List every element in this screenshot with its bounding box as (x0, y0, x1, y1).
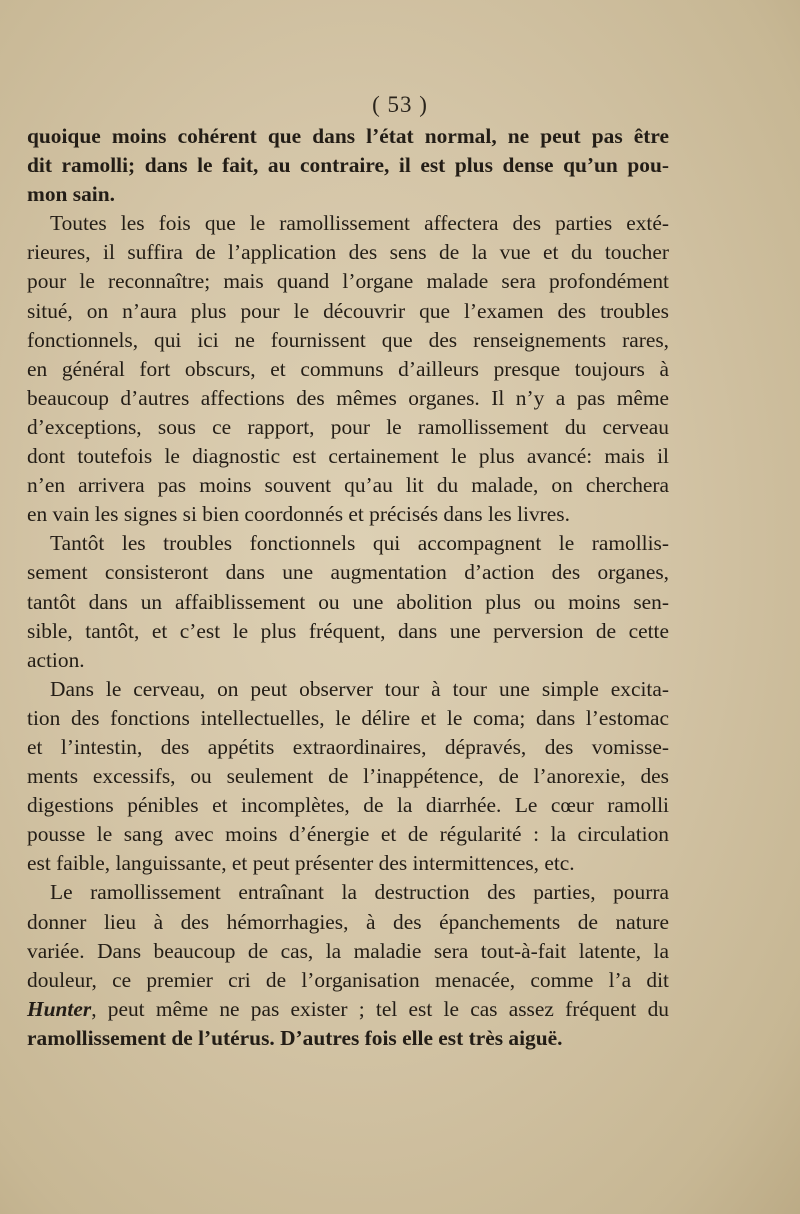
text-line: dont toutefois le diagnostic est certainement le plus avancé: mais il (27, 444, 669, 469)
text-line: mon sain. (27, 182, 115, 207)
text-line: digestions pénibles et incomplètes, de la diarrhée. Le cœur ramolli (27, 793, 669, 818)
text-line: beaucoup d’autres affections des mêmes organes. Il n’y a pas même (27, 385, 669, 410)
text-line: en général fort obscurs, et communs d’ailleurs presque toujours à (27, 356, 669, 381)
text-line (27, 995, 669, 1024)
text-line: pour le reconnaître; mais quand l’organe malade sera profondément (27, 269, 669, 294)
italic-name: Hunter (27, 996, 92, 1021)
text-line: sement consisteront dans une augmentation d’action des organes, (27, 560, 669, 585)
text-line: situé, on n’aura plus pour le découvrir que l’examen des troubles (27, 298, 669, 323)
text-line: tion des fonctions intellectuelles, le délire et le coma; dans l’estomac (27, 705, 669, 730)
text-line: action. (27, 647, 85, 672)
text-line: n’en arrivera pas moins souvent qu’au lit du malade, on cherchera (27, 473, 669, 498)
text-line: fonctionnels, qui ici ne fournissent que des renseignements rares, (27, 327, 669, 352)
text-line: Dans le cerveau, on peut observer tour à tour une simple excita- (50, 676, 669, 701)
text-line: variée. Dans beaucoup de cas, la maladie sera tout-à-fait latente, la (27, 938, 669, 963)
text-line: rieures, il suffira de l’application des sens de la vue et du toucher (27, 240, 669, 265)
text-line: quoique moins cohérent que dans l’état normal, ne peut pas être (27, 124, 669, 148)
text-line: en vain les signes si bien coordonnés et précisés dans les livres. (27, 502, 570, 527)
text-line: dit ramolli; dans le fait, au contraire, il est plus dense qu’un pou- (27, 153, 669, 178)
text-line: Le ramollissement entraînant la destruction des parties, pourra (50, 880, 669, 905)
text-line: ramollissement de l’utérus. D’autres fois elle est très aiguë. (27, 1025, 563, 1050)
text-line: pousse le sang avec moins d’énergie et de régularité : la circulation (27, 822, 669, 847)
text-segment: , peut même ne pas exister ; tel est le cas assez fréquent du (91, 996, 669, 1021)
text-line: donner lieu à des hémorrhagies, à des épanchements de nature (27, 909, 669, 934)
text-line: ments excessifs, ou seulement de l’inappétence, de l’anorexie, des (27, 764, 669, 789)
body-text (27, 122, 669, 1053)
text-line: d’exceptions, sous ce rapport, pour le ramollissement du cerveau (27, 414, 669, 439)
text-line: est faible, languissante, et peut présenter des intermittences, etc. (27, 851, 575, 876)
text-line: et l’intestin, des appétits extraordinaires, dépravés, des vomisse- (27, 734, 669, 759)
text-line: Toutes les fois que le ramollissement affectera des parties exté- (50, 211, 669, 236)
text-line: sible, tantôt, et c’est le plus fréquent, dans une perversion de cette (27, 618, 669, 643)
text-line: douleur, ce premier cri de l’organisation menacée, comme l’a dit (27, 967, 669, 992)
text-line: tantôt dans un affaiblissement ou une abolition plus ou moins sen- (27, 589, 669, 614)
text-line: Tantôt les troubles fonctionnels qui accompagnent le ramollis- (50, 531, 669, 556)
page-number: ( 53 ) (372, 92, 428, 117)
